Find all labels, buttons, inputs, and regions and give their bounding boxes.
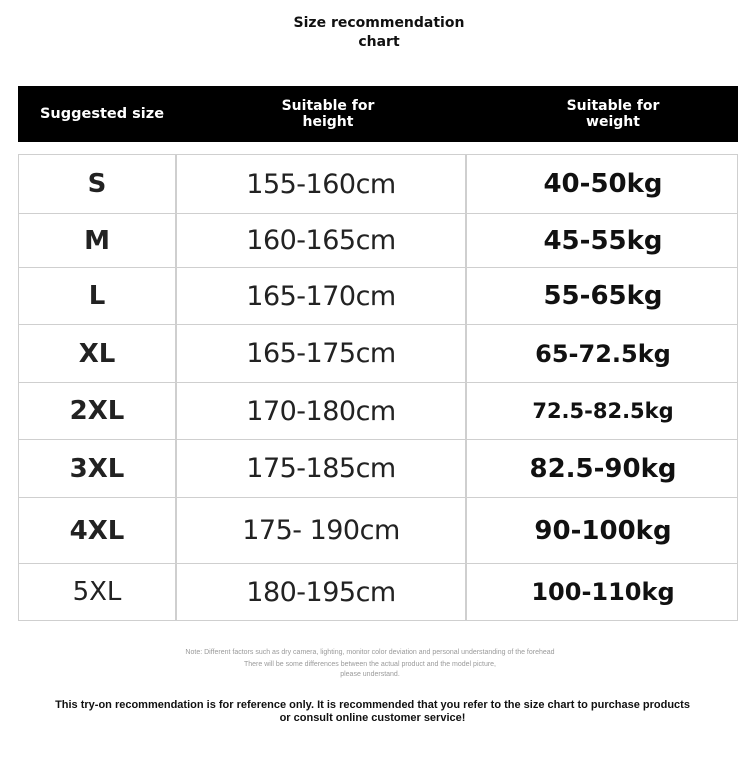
table-row xyxy=(19,439,737,497)
height-cell: 165-175cm xyxy=(246,338,396,369)
table-row xyxy=(19,267,737,324)
page-title-line2: chart xyxy=(358,34,400,50)
note-block xyxy=(0,660,740,680)
size-cell: 5XL xyxy=(72,577,122,607)
weight-cell: 55-65kg xyxy=(543,281,663,311)
size-cell: S xyxy=(87,169,107,199)
header-weight xyxy=(508,86,718,142)
header-weight-line1: Suitable for xyxy=(566,98,660,114)
size-table xyxy=(18,154,738,621)
header-height-line2: height xyxy=(302,114,354,130)
weight-cell: 82.5-90kg xyxy=(529,453,677,484)
height-cell: 180-195cm xyxy=(246,576,396,608)
height-cell: 175- 190cm xyxy=(242,515,400,546)
size-cell: L xyxy=(88,281,106,311)
size-cell: 2XL xyxy=(69,396,125,426)
size-cell: XL xyxy=(78,338,116,369)
table-row xyxy=(19,497,737,563)
header-height-line1: Suitable for xyxy=(281,98,375,114)
table-row xyxy=(19,563,737,620)
note-line-2: There will be some differences between the actual product and the model picture, xyxy=(243,661,497,668)
size-cell: 3XL xyxy=(69,453,125,484)
height-cell: 175-185cm xyxy=(246,453,396,484)
header-height xyxy=(228,86,428,142)
page-title-line1: Size recommendation xyxy=(293,15,465,31)
weight-cell: 65-72.5kg xyxy=(535,339,671,368)
table-row xyxy=(19,324,737,382)
weight-cell: 40-50kg xyxy=(543,169,663,199)
height-cell: 165-170cm xyxy=(246,280,396,312)
note-line-3: please understand. xyxy=(340,671,400,678)
weight-cell: 45-55kg xyxy=(543,225,663,256)
note-line-1: Note: Different factors such as dry camera, lighting, monitor color deviation and personal understanding of the forehead xyxy=(185,649,555,656)
header-weight-line2: weight xyxy=(586,114,640,130)
footer-line1: This try-on recommendation is for reference only. It is recommended that you refer to the size chart to purchase products xyxy=(55,699,690,711)
height-cell: 160-165cm xyxy=(246,225,396,256)
footer-line2: or consult online customer service! xyxy=(279,712,466,724)
table-row xyxy=(19,213,737,267)
footer-disclaimer xyxy=(0,699,745,725)
table-header xyxy=(18,86,738,142)
weight-cell: 72.5-82.5kg xyxy=(532,399,674,423)
weight-cell: 90-100kg xyxy=(534,515,672,546)
size-cell: M xyxy=(84,225,110,256)
header-suggested-size: Suggested size xyxy=(39,106,165,122)
table-row xyxy=(19,155,737,213)
height-cell: 170-180cm xyxy=(246,395,396,427)
table-row xyxy=(19,382,737,439)
page-title xyxy=(0,14,750,52)
height-cell: 155-160cm xyxy=(246,168,396,200)
size-cell: 4XL xyxy=(69,515,125,546)
weight-cell: 100-110kg xyxy=(531,578,675,606)
